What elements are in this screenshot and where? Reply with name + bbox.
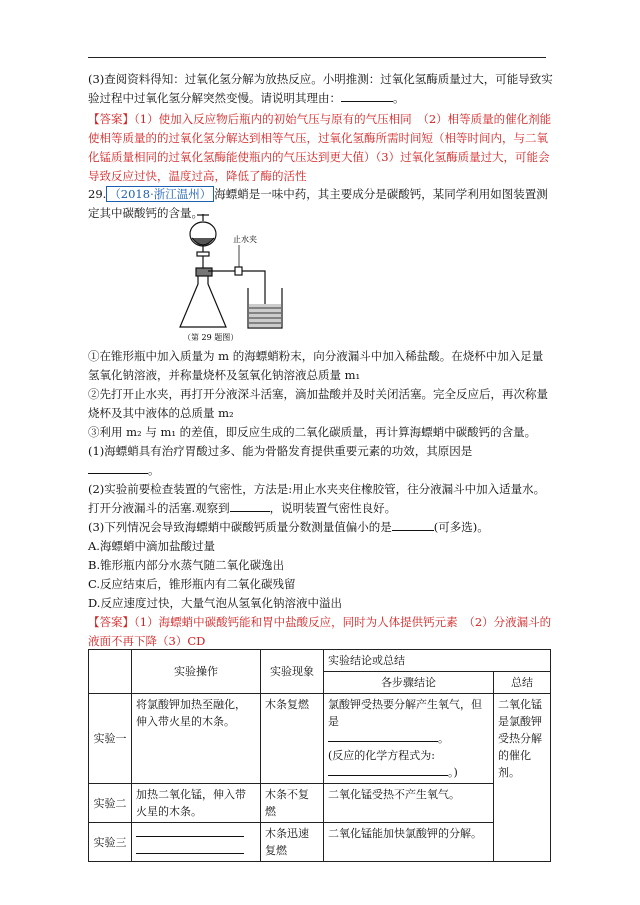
conclusion-text: 氯酸钾受热要分解产生氧气，但是 bbox=[328, 698, 482, 728]
answer-blank[interactable] bbox=[328, 765, 448, 776]
answer-label: 【答案】 bbox=[88, 112, 134, 126]
clamp-label: 止水夹 bbox=[233, 235, 257, 244]
row-phenomenon: 木条复燃 bbox=[261, 694, 324, 784]
q28-answer bbox=[88, 110, 553, 186]
answer-blank[interactable] bbox=[328, 731, 438, 742]
step-text: ③利用 m₂ 与 m₁ 的差值，即反应生成的二氧化碳质量，再计算海螵蛸中碳酸钙的含量。 bbox=[88, 425, 537, 439]
header-rule bbox=[88, 57, 546, 58]
q29-stem-text: 海螵蛸是一味中药，其主要成分是碳酸钙，某同学利用如图装置测定其中碳酸钙的含量。 bbox=[88, 187, 548, 220]
option-d bbox=[88, 594, 553, 613]
apparatus-figure bbox=[175, 212, 340, 342]
source-tag: （2018·浙江温州） bbox=[106, 186, 214, 202]
row-phenomenon: 木条迅速复燃 bbox=[261, 823, 324, 862]
row-phenomenon: 木条不复燃 bbox=[261, 784, 324, 823]
answer-label: 【答案】 bbox=[88, 615, 134, 629]
header-conclusion: 实验结论或总结 bbox=[324, 650, 551, 672]
q29-step-2 bbox=[88, 385, 553, 423]
row-operation: 加热二氧化锰，伸入带火星的木条。 bbox=[132, 784, 261, 823]
answer-blank[interactable] bbox=[341, 90, 393, 102]
answer-blank[interactable] bbox=[88, 462, 148, 474]
option-text: C.反应结束后，锥形瓶内有二氧化碳残留 bbox=[88, 577, 296, 591]
q29-q2 bbox=[88, 480, 553, 518]
q28-part3-text: (3)查阅资料得知：过氧化氢分解为放热反应。小明推测：过氧化氢酶质量过大，可能导致实验过程中过氧化氢分解突然变慢。请说明其理由： bbox=[88, 72, 553, 105]
row-label: 实验三 bbox=[89, 823, 132, 862]
row-operation: 将氯酸钾加热至融化，伸入带火星的木条。 bbox=[132, 694, 261, 784]
q29-q3-end: (可多选)。 bbox=[433, 520, 489, 534]
punct: 。 bbox=[148, 463, 160, 477]
figure-caption: （第 29 题图） bbox=[183, 333, 239, 342]
header-summary: 总结 bbox=[494, 672, 551, 694]
q29-step-1 bbox=[88, 347, 553, 385]
row-conclusion: 二氧化锰能加快氯酸钾的分解。 bbox=[324, 823, 494, 862]
row-conclusion: 二氧化锰受热不产生氧气。 bbox=[324, 784, 494, 823]
option-text: D.反应速度过快，大量气泡从氢氧化钠溶液中溢出 bbox=[88, 596, 342, 610]
q29-answer bbox=[88, 613, 553, 651]
q28-part3 bbox=[88, 70, 553, 108]
q29-q2-text-end: ，说明装置气密性良好。 bbox=[269, 501, 397, 515]
header-step-conclusion: 各步骤结论 bbox=[324, 672, 494, 694]
punct: 。 bbox=[438, 732, 449, 745]
q29-q1-text: (1)海螵蛸具有治疗胃酸过多、能为骨骼发育提供重要元素的功效，其原因是 bbox=[88, 444, 473, 458]
header-operation: 实验操作 bbox=[132, 650, 261, 694]
option-text: A.海螵蛸中滴加盐酸过量 bbox=[88, 539, 215, 553]
row-label: 实验一 bbox=[89, 694, 132, 784]
option-a bbox=[88, 537, 553, 556]
answer-blank[interactable] bbox=[392, 519, 434, 531]
option-c bbox=[88, 575, 553, 594]
row-conclusion bbox=[324, 694, 494, 784]
question-number: 29. bbox=[88, 187, 107, 201]
experiment-table bbox=[88, 649, 551, 862]
q29-q1 bbox=[88, 442, 553, 480]
q29-answer-text: （1）海螵蛸中碳酸钙能和胃中盐酸反应，同时为人体提供钙元素 （2）分液漏斗的液面不再下降（3）CD bbox=[88, 615, 552, 648]
q29-q3 bbox=[88, 518, 553, 537]
option-b bbox=[88, 556, 553, 575]
answer-blank[interactable] bbox=[230, 500, 270, 512]
header-phenomenon: 实验现象 bbox=[261, 650, 324, 694]
row-operation bbox=[132, 823, 261, 862]
summary-cell: 二氧化锰是氯酸钾受热分解的催化剂。 bbox=[494, 694, 551, 862]
delivery-tube-icon bbox=[208, 267, 265, 307]
row-label: 实验二 bbox=[89, 784, 132, 823]
punct: 。) bbox=[448, 766, 458, 779]
q29-q3-text: (3)下列情况会导致海螵蛸中碳酸钙质量分数测量值偏小的是 bbox=[88, 520, 392, 534]
q28-answer-text: （1）使加入反应物后瓶内的初始气压与原有的气压相同 （2）相等质量的催化剂能使相等质量的的过氧化氢分解达到相等气压，过氧化氢酶所需时间短（相等时间内，与二氧化锰质量相同的过氧化氢酶能使瓶内的气压达到更大值）（3）过氧化氢酶质量过大，可能会导致反应过快，温度过高，降低了酶的活性 bbox=[88, 112, 552, 183]
separatory-funnel-icon bbox=[190, 214, 216, 272]
punct: 。 bbox=[393, 91, 405, 105]
q29-step-3 bbox=[88, 423, 553, 442]
conical-flask-icon bbox=[180, 268, 226, 327]
step-text: ①在锥形瓶中加入质量为 m 的海螵蛸粉末，向分液漏斗中加入稀盐酸。在烧杯中加入足量氢氧化钠溶液，并称量烧杯及氢氧化钠溶液总质量 m₁ bbox=[88, 349, 544, 382]
q29-q2-text: (2)实验前要检查装置的气密性，方法是:用止水夹夹住橡胶管，往分液漏斗中加入适量水。打开分液漏斗的活塞.观察到 bbox=[88, 482, 546, 515]
equation-label: (反应的化学方程式为: bbox=[328, 749, 435, 762]
option-text: B.锥形瓶内部分水蒸气随二氧化碳逸出 bbox=[88, 558, 285, 572]
step-text: ②先打开止水夹，再打开分液深斗活塞，滴加盐酸并及时关闭活塞。完全反应后，再次称量烧杯及其中液体的总质量 m₂ bbox=[88, 387, 548, 420]
answer-blank[interactable] bbox=[136, 826, 244, 837]
answer-blank[interactable] bbox=[136, 843, 244, 854]
